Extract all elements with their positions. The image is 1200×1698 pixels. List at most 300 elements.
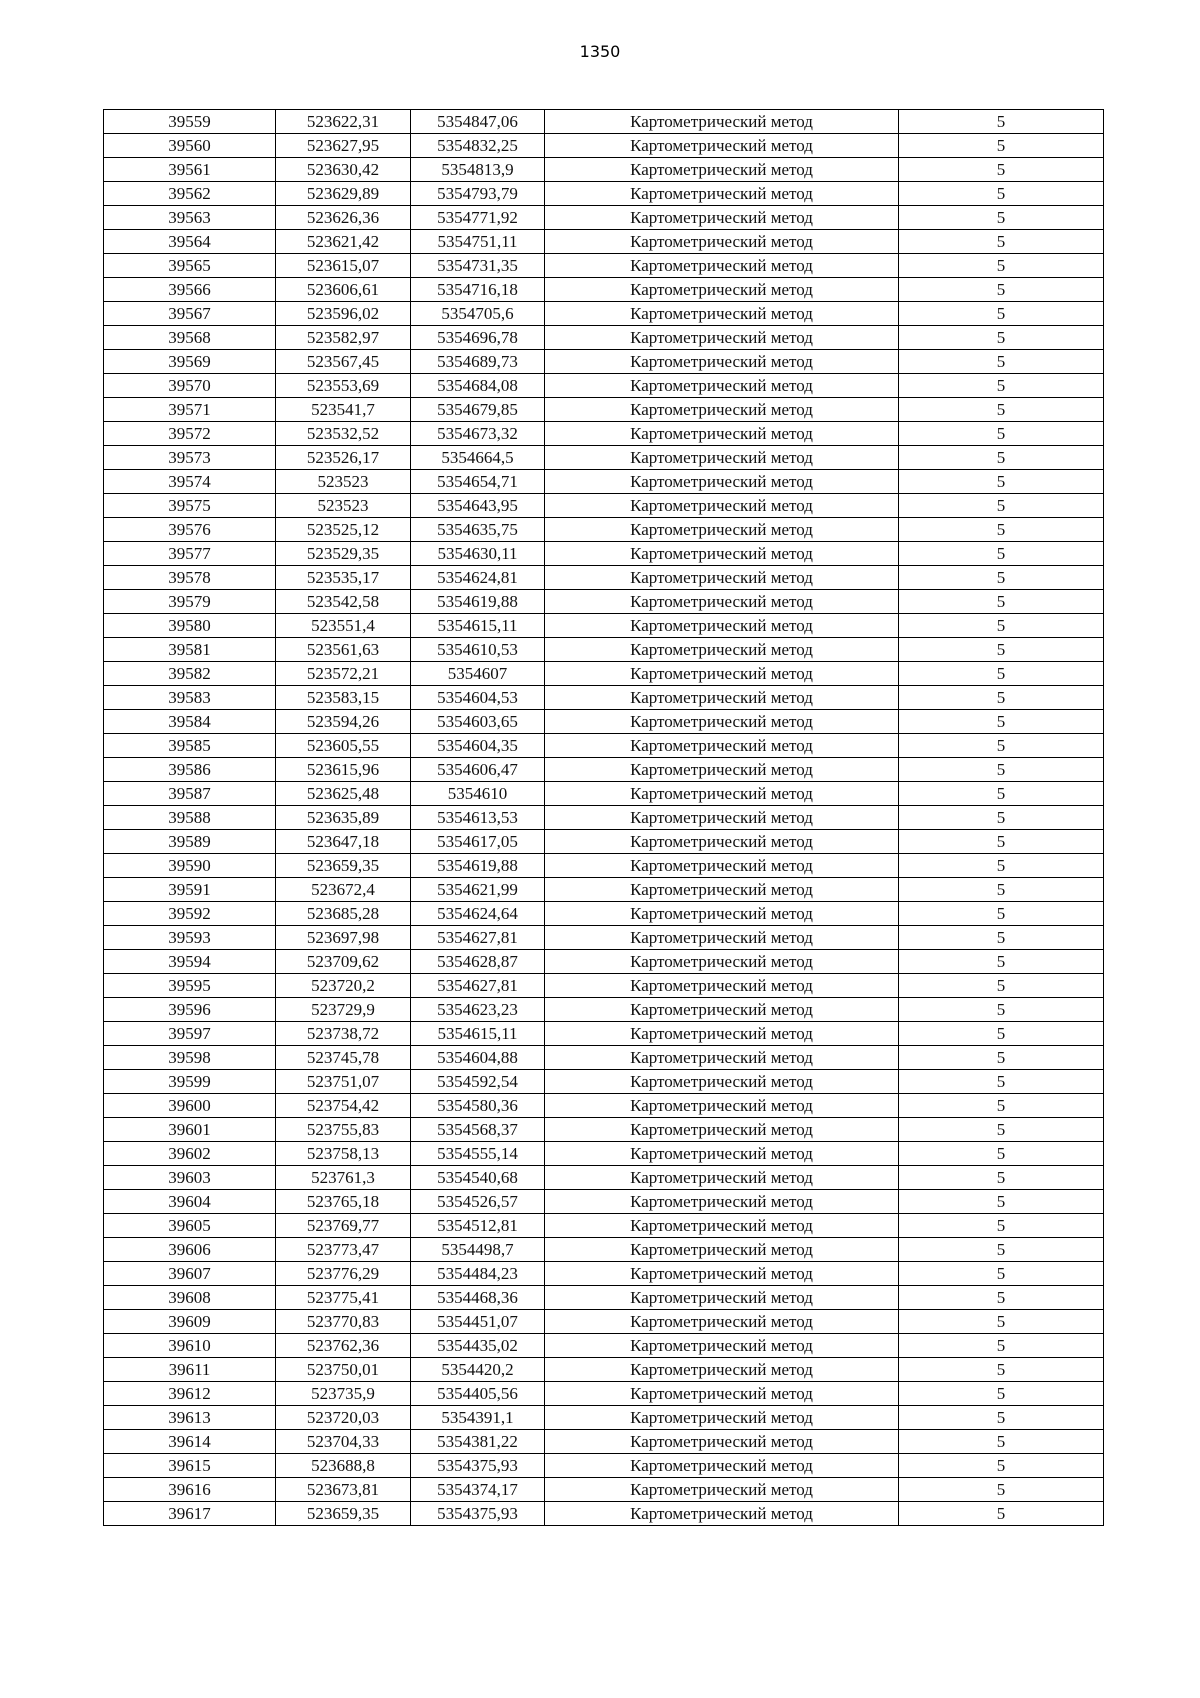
y-coordinate-cell: 5354526,57	[411, 1190, 545, 1214]
x-coordinate-cell: 523551,4	[276, 614, 411, 638]
accuracy-cell: 5	[899, 806, 1104, 830]
table-row	[104, 998, 1104, 1022]
x-coordinate-cell: 523542,58	[276, 590, 411, 614]
x-coordinate-cell: 523765,18	[276, 1190, 411, 1214]
point-number-cell: 39606	[104, 1238, 276, 1262]
accuracy-cell: 5	[899, 206, 1104, 230]
method-cell: Картометрический метод	[545, 878, 899, 902]
point-number-cell: 39601	[104, 1118, 276, 1142]
accuracy-cell: 5	[899, 782, 1104, 806]
accuracy-cell: 5	[899, 662, 1104, 686]
x-coordinate-cell: 523529,35	[276, 542, 411, 566]
accuracy-cell: 5	[899, 830, 1104, 854]
x-coordinate-cell: 523720,03	[276, 1406, 411, 1430]
accuracy-cell: 5	[899, 254, 1104, 278]
y-coordinate-cell: 5354751,11	[411, 230, 545, 254]
y-coordinate-cell: 5354607	[411, 662, 545, 686]
point-number-cell: 39607	[104, 1262, 276, 1286]
method-cell: Картометрический метод	[545, 158, 899, 182]
method-cell: Картометрический метод	[545, 1238, 899, 1262]
page-number: 1350	[579, 42, 621, 61]
x-coordinate-cell: 523553,69	[276, 374, 411, 398]
accuracy-cell: 5	[899, 614, 1104, 638]
table-row	[104, 326, 1104, 350]
point-number-cell: 39562	[104, 182, 276, 206]
method-cell: Картометрический метод	[545, 206, 899, 230]
y-coordinate-cell: 5354592,54	[411, 1070, 545, 1094]
accuracy-cell: 5	[899, 566, 1104, 590]
method-cell: Картометрический метод	[545, 710, 899, 734]
x-coordinate-cell: 523751,07	[276, 1070, 411, 1094]
method-cell: Картометрический метод	[545, 854, 899, 878]
point-number-cell: 39559	[104, 110, 276, 134]
y-coordinate-cell: 5354451,07	[411, 1310, 545, 1334]
accuracy-cell: 5	[899, 1262, 1104, 1286]
table-row	[104, 110, 1104, 134]
x-coordinate-cell: 523561,63	[276, 638, 411, 662]
accuracy-cell: 5	[899, 1046, 1104, 1070]
table-row	[104, 974, 1104, 998]
point-number-cell: 39592	[104, 902, 276, 926]
x-coordinate-cell: 523635,89	[276, 806, 411, 830]
accuracy-cell: 5	[899, 926, 1104, 950]
point-number-cell: 39595	[104, 974, 276, 998]
point-number-cell: 39584	[104, 710, 276, 734]
accuracy-cell: 5	[899, 1142, 1104, 1166]
table-row	[104, 1502, 1104, 1526]
y-coordinate-cell: 5354847,06	[411, 110, 545, 134]
method-cell: Картометрический метод	[545, 1454, 899, 1478]
table-row	[104, 1262, 1104, 1286]
point-number-cell: 39579	[104, 590, 276, 614]
x-coordinate-cell: 523532,52	[276, 422, 411, 446]
point-number-cell: 39582	[104, 662, 276, 686]
y-coordinate-cell: 5354420,2	[411, 1358, 545, 1382]
table-row	[104, 1094, 1104, 1118]
method-cell: Картометрический метод	[545, 422, 899, 446]
table-row	[104, 1190, 1104, 1214]
y-coordinate-cell: 5354391,1	[411, 1406, 545, 1430]
y-coordinate-cell: 5354621,99	[411, 878, 545, 902]
y-coordinate-cell: 5354468,36	[411, 1286, 545, 1310]
accuracy-cell: 5	[899, 950, 1104, 974]
accuracy-cell: 5	[899, 1238, 1104, 1262]
y-coordinate-cell: 5354604,53	[411, 686, 545, 710]
point-number-cell: 39572	[104, 422, 276, 446]
accuracy-cell: 5	[899, 758, 1104, 782]
point-number-cell: 39575	[104, 494, 276, 518]
point-number-cell: 39611	[104, 1358, 276, 1382]
table-row	[104, 1310, 1104, 1334]
method-cell: Картометрический метод	[545, 1070, 899, 1094]
method-cell: Картометрический метод	[545, 590, 899, 614]
accuracy-cell: 5	[899, 182, 1104, 206]
point-number-cell: 39596	[104, 998, 276, 1022]
x-coordinate-cell: 523761,3	[276, 1166, 411, 1190]
point-number-cell: 39600	[104, 1094, 276, 1118]
method-cell: Картометрический метод	[545, 1118, 899, 1142]
y-coordinate-cell: 5354689,73	[411, 350, 545, 374]
point-number-cell: 39616	[104, 1478, 276, 1502]
point-number-cell: 39602	[104, 1142, 276, 1166]
x-coordinate-cell: 523754,42	[276, 1094, 411, 1118]
y-coordinate-cell: 5354580,36	[411, 1094, 545, 1118]
accuracy-cell: 5	[899, 974, 1104, 998]
table-row	[104, 854, 1104, 878]
point-number-cell: 39587	[104, 782, 276, 806]
point-number-cell: 39617	[104, 1502, 276, 1526]
point-number-cell: 39563	[104, 206, 276, 230]
accuracy-cell: 5	[899, 158, 1104, 182]
accuracy-cell: 5	[899, 470, 1104, 494]
method-cell: Картометрический метод	[545, 926, 899, 950]
accuracy-cell: 5	[899, 494, 1104, 518]
accuracy-cell: 5	[899, 1430, 1104, 1454]
table-row	[104, 1142, 1104, 1166]
accuracy-cell: 5	[899, 326, 1104, 350]
method-cell: Картометрический метод	[545, 1286, 899, 1310]
y-coordinate-cell: 5354635,75	[411, 518, 545, 542]
table-row	[104, 350, 1104, 374]
method-cell: Картометрический метод	[545, 1214, 899, 1238]
point-number-cell: 39586	[104, 758, 276, 782]
x-coordinate-cell: 523535,17	[276, 566, 411, 590]
method-cell: Картометрический метод	[545, 638, 899, 662]
table-row	[104, 758, 1104, 782]
x-coordinate-cell: 523688,8	[276, 1454, 411, 1478]
method-cell: Картометрический метод	[545, 1022, 899, 1046]
x-coordinate-cell: 523583,15	[276, 686, 411, 710]
y-coordinate-cell: 5354716,18	[411, 278, 545, 302]
y-coordinate-cell: 5354619,88	[411, 590, 545, 614]
table-row	[104, 1430, 1104, 1454]
x-coordinate-cell: 523523	[276, 494, 411, 518]
table-row	[104, 254, 1104, 278]
accuracy-cell: 5	[899, 302, 1104, 326]
method-cell: Картометрический метод	[545, 1478, 899, 1502]
y-coordinate-cell: 5354630,11	[411, 542, 545, 566]
y-coordinate-cell: 5354615,11	[411, 1022, 545, 1046]
point-number-cell: 39580	[104, 614, 276, 638]
x-coordinate-cell: 523622,31	[276, 110, 411, 134]
method-cell: Картометрический метод	[545, 542, 899, 566]
accuracy-cell: 5	[899, 1214, 1104, 1238]
x-coordinate-cell: 523704,33	[276, 1430, 411, 1454]
accuracy-cell: 5	[899, 590, 1104, 614]
method-cell: Картометрический метод	[545, 518, 899, 542]
accuracy-cell: 5	[899, 542, 1104, 566]
method-cell: Картометрический метод	[545, 1406, 899, 1430]
point-number-cell: 39610	[104, 1334, 276, 1358]
y-coordinate-cell: 5354606,47	[411, 758, 545, 782]
x-coordinate-cell: 523615,96	[276, 758, 411, 782]
x-coordinate-cell: 523567,45	[276, 350, 411, 374]
accuracy-cell: 5	[899, 134, 1104, 158]
point-number-cell: 39568	[104, 326, 276, 350]
x-coordinate-cell: 523685,28	[276, 902, 411, 926]
point-number-cell: 39591	[104, 878, 276, 902]
x-coordinate-cell: 523697,98	[276, 926, 411, 950]
x-coordinate-cell: 523672,4	[276, 878, 411, 902]
y-coordinate-cell: 5354512,81	[411, 1214, 545, 1238]
accuracy-cell: 5	[899, 710, 1104, 734]
y-coordinate-cell: 5354435,02	[411, 1334, 545, 1358]
point-number-cell: 39560	[104, 134, 276, 158]
x-coordinate-cell: 523755,83	[276, 1118, 411, 1142]
point-number-cell: 39574	[104, 470, 276, 494]
table-row	[104, 134, 1104, 158]
x-coordinate-cell: 523709,62	[276, 950, 411, 974]
accuracy-cell: 5	[899, 1406, 1104, 1430]
coordinates-table	[103, 109, 1104, 1526]
y-coordinate-cell: 5354615,11	[411, 614, 545, 638]
x-coordinate-cell: 523745,78	[276, 1046, 411, 1070]
point-number-cell: 39567	[104, 302, 276, 326]
method-cell: Картометрический метод	[545, 662, 899, 686]
y-coordinate-cell: 5354484,23	[411, 1262, 545, 1286]
table-row	[104, 542, 1104, 566]
point-number-cell: 39571	[104, 398, 276, 422]
x-coordinate-cell: 523582,97	[276, 326, 411, 350]
accuracy-cell: 5	[899, 1358, 1104, 1382]
accuracy-cell: 5	[899, 638, 1104, 662]
y-coordinate-cell: 5354813,9	[411, 158, 545, 182]
table-row	[104, 806, 1104, 830]
method-cell: Картометрический метод	[545, 230, 899, 254]
x-coordinate-cell: 523523	[276, 470, 411, 494]
x-coordinate-cell: 523762,36	[276, 1334, 411, 1358]
table-row	[104, 1166, 1104, 1190]
table-row	[104, 470, 1104, 494]
y-coordinate-cell: 5354643,95	[411, 494, 545, 518]
table-row	[104, 902, 1104, 926]
y-coordinate-cell: 5354705,6	[411, 302, 545, 326]
y-coordinate-cell: 5354628,87	[411, 950, 545, 974]
point-number-cell: 39594	[104, 950, 276, 974]
accuracy-cell: 5	[899, 1022, 1104, 1046]
point-number-cell: 39576	[104, 518, 276, 542]
table-row	[104, 182, 1104, 206]
method-cell: Картометрический метод	[545, 1310, 899, 1334]
method-cell: Картометрический метод	[545, 494, 899, 518]
method-cell: Картометрический метод	[545, 1262, 899, 1286]
point-number-cell: 39585	[104, 734, 276, 758]
accuracy-cell: 5	[899, 1454, 1104, 1478]
y-coordinate-cell: 5354374,17	[411, 1478, 545, 1502]
x-coordinate-cell: 523769,77	[276, 1214, 411, 1238]
point-number-cell: 39608	[104, 1286, 276, 1310]
accuracy-cell: 5	[899, 686, 1104, 710]
method-cell: Картометрический метод	[545, 134, 899, 158]
method-cell: Картометрический метод	[545, 806, 899, 830]
point-number-cell: 39564	[104, 230, 276, 254]
method-cell: Картометрический метод	[545, 1430, 899, 1454]
accuracy-cell: 5	[899, 1070, 1104, 1094]
y-coordinate-cell: 5354375,93	[411, 1502, 545, 1526]
y-coordinate-cell: 5354604,88	[411, 1046, 545, 1070]
table-row	[104, 1382, 1104, 1406]
accuracy-cell: 5	[899, 1190, 1104, 1214]
y-coordinate-cell: 5354664,5	[411, 446, 545, 470]
y-coordinate-cell: 5354771,92	[411, 206, 545, 230]
x-coordinate-cell: 523738,72	[276, 1022, 411, 1046]
method-cell: Картометрический метод	[545, 374, 899, 398]
y-coordinate-cell: 5354381,22	[411, 1430, 545, 1454]
x-coordinate-cell: 523659,35	[276, 854, 411, 878]
y-coordinate-cell: 5354619,88	[411, 854, 545, 878]
table-row	[104, 566, 1104, 590]
x-coordinate-cell: 523673,81	[276, 1478, 411, 1502]
method-cell: Картометрический метод	[545, 614, 899, 638]
x-coordinate-cell: 523526,17	[276, 446, 411, 470]
accuracy-cell: 5	[899, 1334, 1104, 1358]
x-coordinate-cell: 523735,9	[276, 1382, 411, 1406]
table-row	[104, 422, 1104, 446]
x-coordinate-cell: 523629,89	[276, 182, 411, 206]
point-number-cell: 39573	[104, 446, 276, 470]
x-coordinate-cell: 523625,48	[276, 782, 411, 806]
method-cell: Картометрический метод	[545, 830, 899, 854]
method-cell: Картометрический метод	[545, 1334, 899, 1358]
table-row	[104, 1118, 1104, 1142]
x-coordinate-cell: 523594,26	[276, 710, 411, 734]
point-number-cell: 39589	[104, 830, 276, 854]
table-row	[104, 398, 1104, 422]
table-row	[104, 1046, 1104, 1070]
method-cell: Картометрический метод	[545, 1046, 899, 1070]
method-cell: Картометрический метод	[545, 182, 899, 206]
accuracy-cell: 5	[899, 734, 1104, 758]
coordinates-table-body	[104, 110, 1104, 1526]
method-cell: Картометрический метод	[545, 686, 899, 710]
point-number-cell: 39603	[104, 1166, 276, 1190]
table-row	[104, 1406, 1104, 1430]
point-number-cell: 39614	[104, 1430, 276, 1454]
accuracy-cell: 5	[899, 110, 1104, 134]
y-coordinate-cell: 5354679,85	[411, 398, 545, 422]
y-coordinate-cell: 5354405,56	[411, 1382, 545, 1406]
method-cell: Картометрический метод	[545, 998, 899, 1022]
method-cell: Картометрический метод	[545, 302, 899, 326]
point-number-cell: 39590	[104, 854, 276, 878]
table-row	[104, 230, 1104, 254]
table-row	[104, 638, 1104, 662]
accuracy-cell: 5	[899, 1382, 1104, 1406]
table-row	[104, 590, 1104, 614]
table-row	[104, 446, 1104, 470]
y-coordinate-cell: 5354568,37	[411, 1118, 545, 1142]
method-cell: Картометрический метод	[545, 902, 899, 926]
method-cell: Картометрический метод	[545, 350, 899, 374]
table-row	[104, 302, 1104, 326]
point-number-cell: 39605	[104, 1214, 276, 1238]
method-cell: Картометрический метод	[545, 566, 899, 590]
accuracy-cell: 5	[899, 1166, 1104, 1190]
method-cell: Картометрический метод	[545, 470, 899, 494]
method-cell: Картометрический метод	[545, 1358, 899, 1382]
table-row	[104, 1334, 1104, 1358]
x-coordinate-cell: 523626,36	[276, 206, 411, 230]
method-cell: Картометрический метод	[545, 950, 899, 974]
x-coordinate-cell: 523615,07	[276, 254, 411, 278]
y-coordinate-cell: 5354731,35	[411, 254, 545, 278]
point-number-cell: 39613	[104, 1406, 276, 1430]
table-row	[104, 374, 1104, 398]
point-number-cell: 39561	[104, 158, 276, 182]
x-coordinate-cell: 523541,7	[276, 398, 411, 422]
point-number-cell: 39615	[104, 1454, 276, 1478]
y-coordinate-cell: 5354498,7	[411, 1238, 545, 1262]
x-coordinate-cell: 523776,29	[276, 1262, 411, 1286]
table-row	[104, 1238, 1104, 1262]
y-coordinate-cell: 5354610,53	[411, 638, 545, 662]
y-coordinate-cell: 5354604,35	[411, 734, 545, 758]
table-row	[104, 686, 1104, 710]
method-cell: Картометрический метод	[545, 1094, 899, 1118]
y-coordinate-cell: 5354610	[411, 782, 545, 806]
x-coordinate-cell: 523525,12	[276, 518, 411, 542]
x-coordinate-cell: 523775,41	[276, 1286, 411, 1310]
table-row	[104, 1070, 1104, 1094]
table-row	[104, 830, 1104, 854]
point-number-cell: 39583	[104, 686, 276, 710]
point-number-cell: 39570	[104, 374, 276, 398]
method-cell: Картометрический метод	[545, 1190, 899, 1214]
x-coordinate-cell: 523596,02	[276, 302, 411, 326]
point-number-cell: 39593	[104, 926, 276, 950]
accuracy-cell: 5	[899, 1286, 1104, 1310]
x-coordinate-cell: 523621,42	[276, 230, 411, 254]
y-coordinate-cell: 5354627,81	[411, 974, 545, 998]
y-coordinate-cell: 5354684,08	[411, 374, 545, 398]
y-coordinate-cell: 5354624,81	[411, 566, 545, 590]
point-number-cell: 39604	[104, 1190, 276, 1214]
x-coordinate-cell: 523630,42	[276, 158, 411, 182]
accuracy-cell: 5	[899, 1502, 1104, 1526]
accuracy-cell: 5	[899, 1118, 1104, 1142]
y-coordinate-cell: 5354613,53	[411, 806, 545, 830]
method-cell: Картометрический метод	[545, 278, 899, 302]
table-row	[104, 878, 1104, 902]
x-coordinate-cell: 523659,35	[276, 1502, 411, 1526]
accuracy-cell: 5	[899, 374, 1104, 398]
x-coordinate-cell: 523758,13	[276, 1142, 411, 1166]
point-number-cell: 39578	[104, 566, 276, 590]
y-coordinate-cell: 5354793,79	[411, 182, 545, 206]
table-row	[104, 518, 1104, 542]
table-row	[104, 1022, 1104, 1046]
table-row	[104, 278, 1104, 302]
x-coordinate-cell: 523572,21	[276, 662, 411, 686]
table-row	[104, 1214, 1104, 1238]
accuracy-cell: 5	[899, 854, 1104, 878]
method-cell: Картометрический метод	[545, 326, 899, 350]
method-cell: Картометрический метод	[545, 782, 899, 806]
table-row	[104, 710, 1104, 734]
point-number-cell: 39612	[104, 1382, 276, 1406]
accuracy-cell: 5	[899, 1478, 1104, 1502]
point-number-cell: 39569	[104, 350, 276, 374]
accuracy-cell: 5	[899, 902, 1104, 926]
accuracy-cell: 5	[899, 422, 1104, 446]
accuracy-cell: 5	[899, 878, 1104, 902]
table-row	[104, 1454, 1104, 1478]
table-row	[104, 614, 1104, 638]
method-cell: Картометрический метод	[545, 446, 899, 470]
table-row	[104, 950, 1104, 974]
table-row	[104, 1358, 1104, 1382]
point-number-cell: 39597	[104, 1022, 276, 1046]
